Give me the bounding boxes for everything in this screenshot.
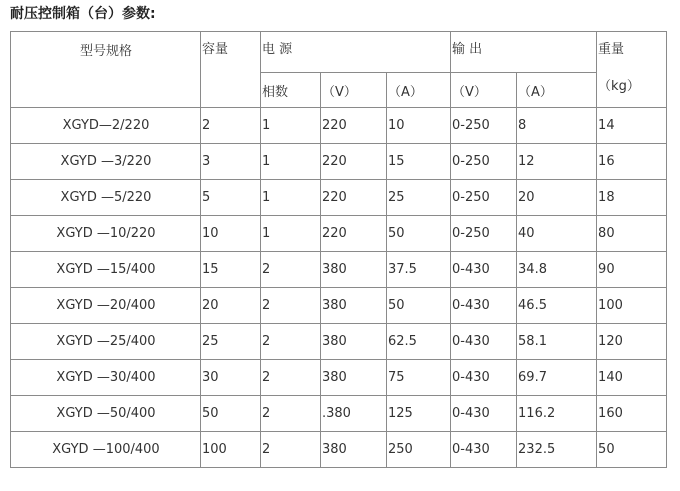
cell-output-voltage: 0-250	[451, 216, 517, 252]
cell-output-current: 20	[517, 180, 597, 216]
cell-model: XGYD —50/400	[11, 396, 201, 432]
cell-capacity: 15	[201, 252, 261, 288]
header-phase: 相数	[261, 73, 321, 108]
table-row	[11, 432, 667, 468]
header-model: 型号规格	[11, 32, 201, 108]
table-row	[11, 360, 667, 396]
cell-weight: 14	[597, 108, 667, 144]
table-row	[11, 216, 667, 252]
cell-phase: 2	[261, 288, 321, 324]
cell-output-voltage: 0-430	[451, 288, 517, 324]
cell-input-voltage: .380	[321, 396, 387, 432]
table-row	[11, 180, 667, 216]
table-row	[11, 108, 667, 144]
header-input-group: 电 源	[261, 32, 451, 73]
cell-capacity: 30	[201, 360, 261, 396]
cell-capacity: 2	[201, 108, 261, 144]
cell-output-voltage: 0-250	[451, 180, 517, 216]
cell-output-voltage: 0-250	[451, 144, 517, 180]
cell-model: XGYD —25/400	[11, 324, 201, 360]
header-input-current: （A）	[387, 73, 451, 108]
cell-input-voltage: 380	[321, 324, 387, 360]
header-input-voltage: （V）	[321, 73, 387, 108]
cell-input-current: 37.5	[387, 252, 451, 288]
cell-input-current: 15	[387, 144, 451, 180]
cell-weight: 18	[597, 180, 667, 216]
cell-output-voltage: 0-430	[451, 324, 517, 360]
cell-output-voltage: 0-250	[451, 108, 517, 144]
cell-weight: 16	[597, 144, 667, 180]
cell-weight: 80	[597, 216, 667, 252]
table-row	[11, 396, 667, 432]
cell-output-current: 12	[517, 144, 597, 180]
header-weight	[597, 32, 667, 108]
cell-weight: 50	[597, 432, 667, 468]
cell-model: XGYD —10/220	[11, 216, 201, 252]
cell-output-current: 34.8	[517, 252, 597, 288]
parameters-table	[10, 31, 667, 468]
cell-input-current: 75	[387, 360, 451, 396]
cell-output-current: 8	[517, 108, 597, 144]
cell-output-voltage: 0-430	[451, 252, 517, 288]
cell-input-voltage: 220	[321, 144, 387, 180]
cell-output-current: 69.7	[517, 360, 597, 396]
cell-output-current: 58.1	[517, 324, 597, 360]
cell-model: XGYD —3/220	[11, 144, 201, 180]
cell-phase: 1	[261, 180, 321, 216]
cell-input-voltage: 220	[321, 108, 387, 144]
cell-input-voltage: 220	[321, 180, 387, 216]
cell-weight: 100	[597, 288, 667, 324]
cell-capacity: 50	[201, 396, 261, 432]
header-weight-label: 重量	[598, 42, 625, 57]
cell-output-current: 232.5	[517, 432, 597, 468]
header-output-voltage: （V）	[451, 73, 517, 108]
page-title: 耐压控制箱（台）参数:	[10, 6, 156, 22]
cell-input-voltage: 220	[321, 216, 387, 252]
header-weight-unit: （kg）	[598, 79, 640, 94]
cell-capacity: 100	[201, 432, 261, 468]
cell-capacity: 3	[201, 144, 261, 180]
cell-output-current: 116.2	[517, 396, 597, 432]
cell-capacity: 20	[201, 288, 261, 324]
cell-model: XGYD —30/400	[11, 360, 201, 396]
cell-phase: 1	[261, 144, 321, 180]
cell-weight: 160	[597, 396, 667, 432]
table-row	[11, 144, 667, 180]
cell-input-current: 50	[387, 216, 451, 252]
cell-output-current: 46.5	[517, 288, 597, 324]
table-row	[11, 288, 667, 324]
cell-phase: 2	[261, 432, 321, 468]
cell-phase: 2	[261, 396, 321, 432]
cell-input-voltage: 380	[321, 360, 387, 396]
table-row	[11, 252, 667, 288]
cell-input-current: 10	[387, 108, 451, 144]
cell-weight: 120	[597, 324, 667, 360]
cell-output-voltage: 0-430	[451, 396, 517, 432]
cell-capacity: 5	[201, 180, 261, 216]
cell-phase: 2	[261, 324, 321, 360]
cell-input-current: 25	[387, 180, 451, 216]
cell-model: XGYD—2/220	[11, 108, 201, 144]
cell-input-current: 125	[387, 396, 451, 432]
cell-input-current: 250	[387, 432, 451, 468]
cell-model: XGYD —100/400	[11, 432, 201, 468]
cell-model: XGYD —5/220	[11, 180, 201, 216]
cell-input-current: 50	[387, 288, 451, 324]
cell-weight: 90	[597, 252, 667, 288]
cell-phase: 1	[261, 108, 321, 144]
table-header-row	[11, 32, 667, 73]
cell-model: XGYD —20/400	[11, 288, 201, 324]
cell-phase: 1	[261, 216, 321, 252]
cell-output-voltage: 0-430	[451, 360, 517, 396]
table-row	[11, 324, 667, 360]
cell-input-voltage: 380	[321, 432, 387, 468]
cell-phase: 2	[261, 252, 321, 288]
cell-output-voltage: 0-430	[451, 432, 517, 468]
cell-output-current: 40	[517, 216, 597, 252]
header-output-current: （A）	[517, 73, 597, 108]
cell-weight: 140	[597, 360, 667, 396]
cell-model: XGYD —15/400	[11, 252, 201, 288]
cell-input-voltage: 380	[321, 288, 387, 324]
cell-capacity: 10	[201, 216, 261, 252]
header-output-group: 输 出	[451, 32, 597, 73]
cell-input-current: 62.5	[387, 324, 451, 360]
header-capacity: 容量	[201, 32, 261, 108]
cell-input-voltage: 380	[321, 252, 387, 288]
cell-phase: 2	[261, 360, 321, 396]
cell-capacity: 25	[201, 324, 261, 360]
